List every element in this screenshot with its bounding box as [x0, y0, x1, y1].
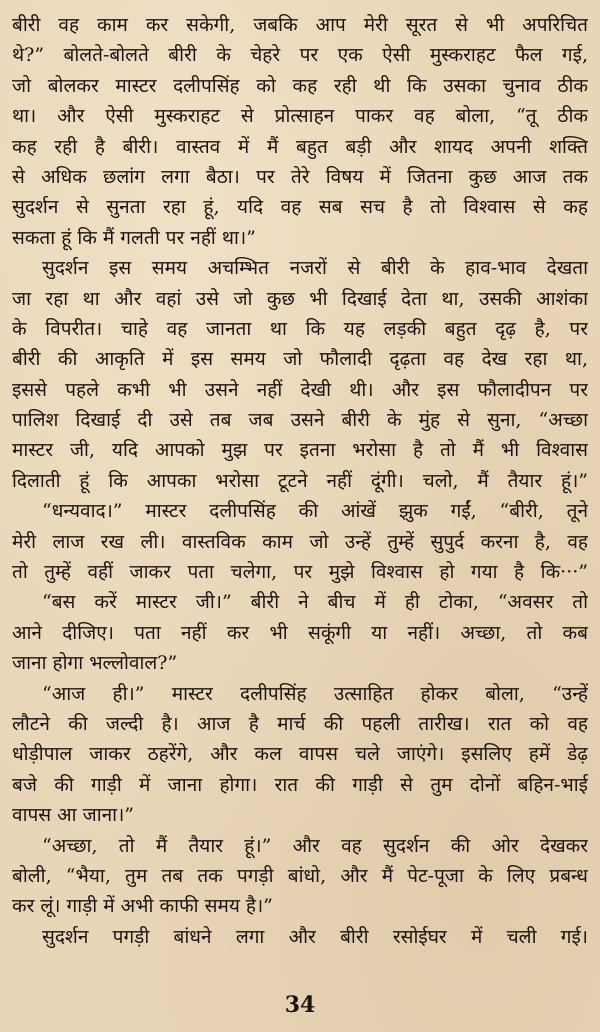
text-line: मेरी लाज रख ली। वास्तविक काम जो उन्हें तुम्हें सुपुर्द करना है, वह — [12, 530, 588, 553]
text-line: सुदर्शन से सुनता रहा हूं, यदि वह सब सच है तो विश्वास से कह — [12, 196, 588, 219]
book-page-text — [12, 10, 588, 952]
text-line: कर लूं। गाड़ी में अभी काफी समय है।” — [12, 895, 273, 918]
text-line: सकता हूं कि मैं गलती पर नहीं था।” — [12, 226, 256, 249]
text-line: आने दीजिए। पता नहीं कर भी सकूंगी या नहीं। अच्छा, तो कब — [12, 621, 588, 644]
text-line: था। और ऐसी मुस्कराहट से प्रोत्साहन पाकर वह बोला, “तू ठीक — [12, 105, 588, 128]
text-line: दिलाती हूं कि आपका भरोसा टूटने नहीं दूंगी। चलो, मैं तैयार हूं।” — [12, 469, 588, 492]
text-line: “बस करें मास्टर जी।” बीरी ने बीच में ही टोका, “अवसर तो — [42, 591, 588, 614]
text-line: पालिश दिखाई दी उसे तब जब उसने बीरी के मुंह से सुना, “अच्छा — [12, 409, 588, 432]
text-line: जाना होगा भल्लोवाल?” — [12, 652, 178, 675]
text-line: बोली, “भैया, तुम तब तक पगड़ी बांधो, और मैं पेट-पूजा के लिए प्रबन्ध — [12, 864, 588, 887]
text-line: बीरी वह काम कर सकेगी, जबकि आप मेरी सूरत से भी अपरिचित — [12, 14, 588, 36]
text-line: सुदर्शन पगड़ी बांधने लगा और बीरी रसोईघर में चली गई। — [42, 925, 588, 948]
text-line: कह रही है बीरी। वास्तव में मैं बहुत बड़ी और शायद अपनी शक्ति — [12, 135, 588, 158]
text-line: बीरी की आकृति में इस समय जो फौलादी दृढ़ता वह देख रहा था, — [12, 348, 588, 371]
text-line: मास्टर जी, यदि आपको मुझ पर इतना भरोसा है तो मैं भी विश्वास — [12, 439, 588, 462]
text-line: धोड़ीपाल जाकर ठहरेंगे, और कल वापस चले जाएंगे। इसलिए हमें डेढ़ — [12, 743, 588, 766]
text-line: “आज ही।” मास्टर दलीपसिंह उत्साहित होकर बोला, “उन्हें — [42, 682, 588, 705]
text-line: से अधिक छलांग लगा बैठा। पर तेरे विषय में जितना कुछ आज तक — [12, 165, 588, 188]
page-number: 34 — [284, 992, 316, 1018]
text-line: थे?” बोलते-बोलते बीरी के चेहरे पर एक ऐसी मुस्कराहट फैल गई, — [12, 44, 588, 67]
text-line: “अच्छा, तो मैं तैयार हूं।” और वह सुदर्शन की ओर देखकर — [42, 834, 588, 857]
text-line: सुदर्शन इस समय अचम्भित नजरों से बीरी के हाव-भाव देखता — [42, 257, 588, 280]
text-line: तो तुम्हें वहीं जाकर पता चलेगा, पर मुझे विश्वास हो गया है कि···” — [12, 561, 588, 584]
text-line: के विपरीत। चाहे वह जानता था कि यह लड़की बहुत दृढ़ है, पर — [12, 317, 588, 340]
text-line: “धन्यवाद।” मास्टर दलीपसिंह की आंखें झुक गईं, “बीरी, तूने — [42, 500, 588, 523]
text-line: जा रहा था और वहां उसे जो कुछ भी दिखाई देता था, उसकी आशंका — [12, 287, 588, 310]
text-line: इससे पहले कभी भी उसने नहीं देखी थी। और इस फौलादीपन पर — [12, 378, 588, 401]
text-line: जो बोलकर मास्टर दलीपसिंह को कह रही थी कि उसका चुनाव ठीक — [12, 74, 588, 97]
text-line: लौटने की जल्दी है। आज है मार्च की पहली तारीख। रात को वह — [12, 712, 588, 735]
text-line: वापस आ जाना।” — [12, 804, 135, 827]
text-line: बजे की गाड़ी में जाना होगा। रात की गाड़ी से तुम दोनों बहिन-भाई — [12, 773, 588, 796]
